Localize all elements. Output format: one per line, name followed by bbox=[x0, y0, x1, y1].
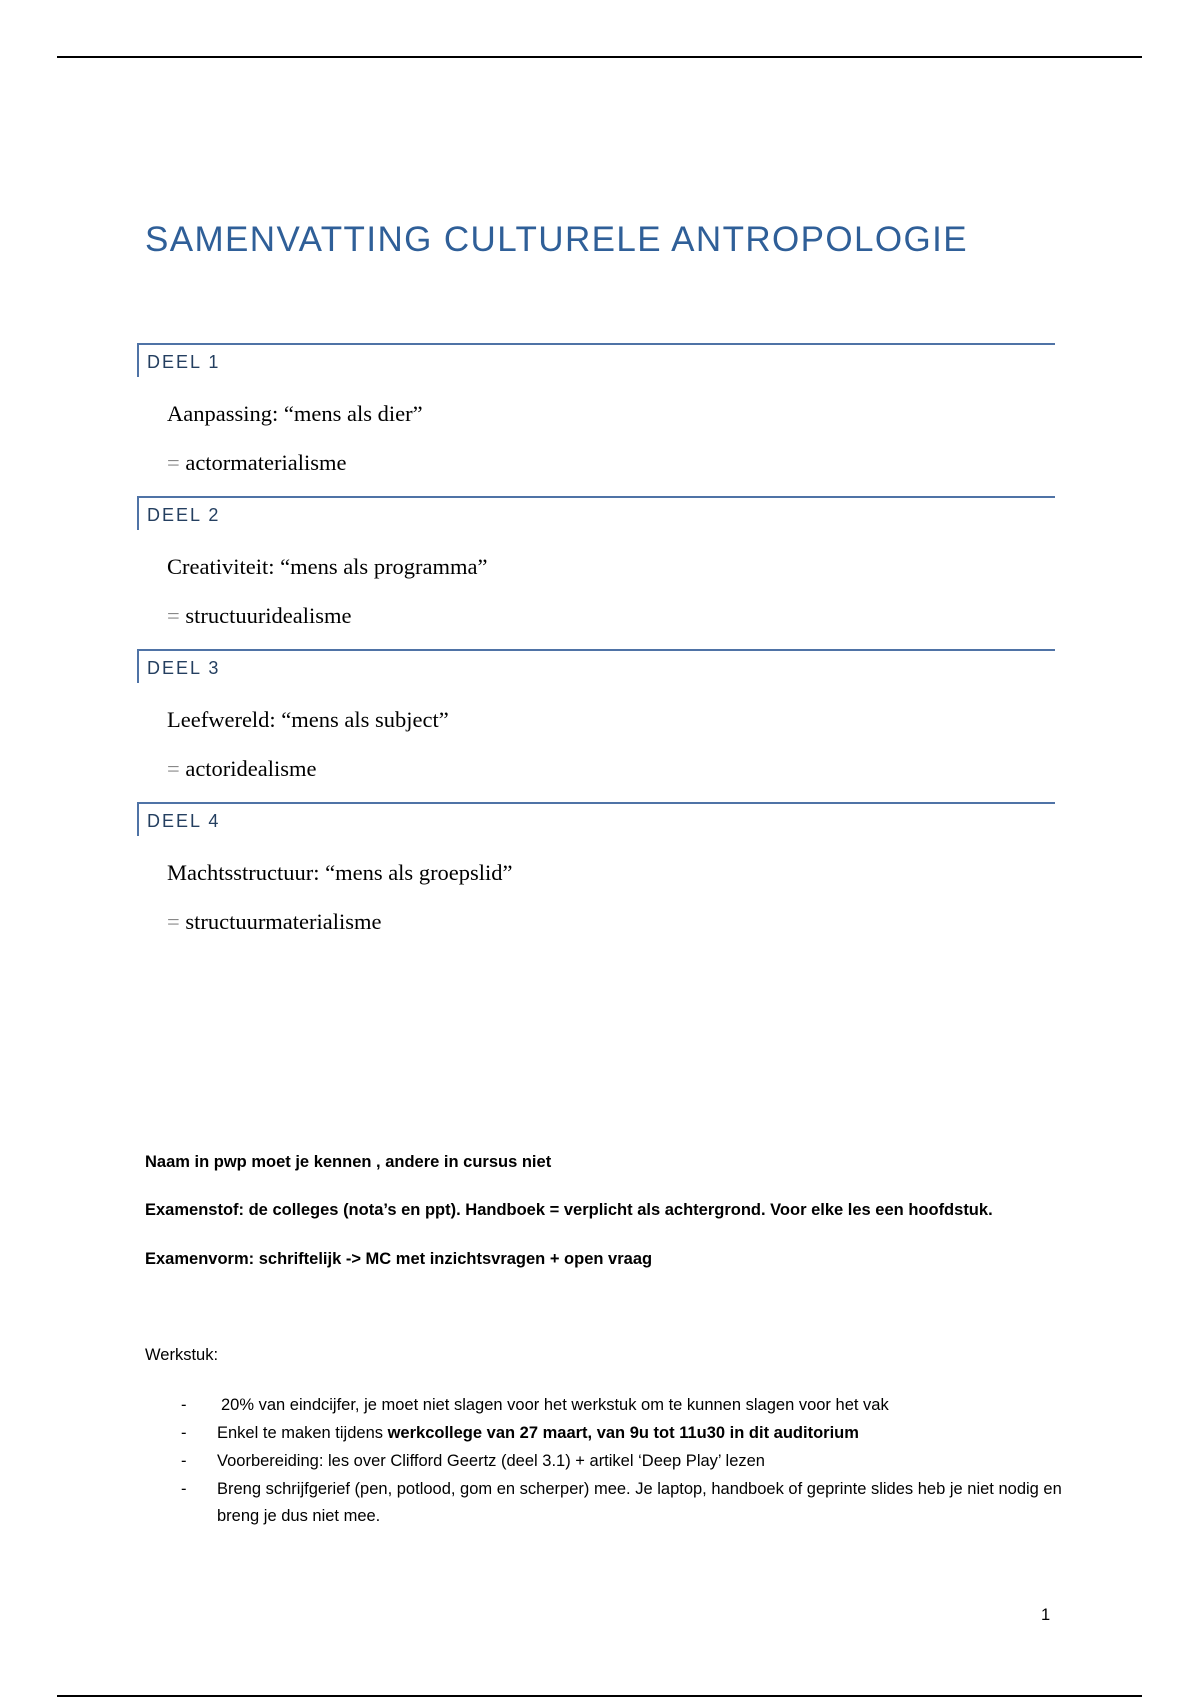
page-number: 1 bbox=[1041, 1606, 1051, 1624]
section-paradigm: structuurmaterialisme bbox=[185, 909, 382, 934]
list-item bbox=[145, 1392, 1075, 1419]
bullet-text: Voorbereiding: les over Clifford Geertz (deel 3.1) + artikel ‘Deep Play’ lezen bbox=[217, 1452, 765, 1470]
section-paradigm-line bbox=[167, 909, 382, 935]
section-heading-deel-2 bbox=[137, 496, 1055, 530]
note-names: Naam in pwp moet je kennen , andere in cursus niet bbox=[145, 1153, 552, 1171]
section-paradigm: actormaterialisme bbox=[185, 450, 347, 475]
bullet-marker: - bbox=[181, 1480, 187, 1498]
section-theme: Leefwereld: “mens als subject” bbox=[167, 707, 449, 732]
equals-sign: = bbox=[167, 450, 180, 475]
document-title: SAMENVATTING CULTURELE ANTROPOLOGIE bbox=[145, 220, 969, 259]
note-exam-form: Examenvorm: schriftelijk -> MC met inzichtsvragen + open vraag bbox=[145, 1250, 653, 1268]
werkstuk-bullet-list bbox=[145, 1392, 1075, 1531]
list-item bbox=[145, 1420, 1075, 1447]
list-item bbox=[145, 1448, 1075, 1475]
section-theme: Creativiteit: “mens als programma” bbox=[167, 554, 488, 579]
bullet-marker: - bbox=[181, 1452, 187, 1470]
section-theme: Aanpassing: “mens als dier” bbox=[167, 401, 423, 426]
bullet-text: 20% van eindcijfer, je moet niet slagen voor het werkstuk om te kunnen slagen voor het vak bbox=[221, 1396, 889, 1414]
werkstuk-label: Werkstuk: bbox=[145, 1346, 219, 1364]
section-paradigm: actoridealisme bbox=[185, 756, 317, 781]
section-paradigm-line bbox=[167, 450, 347, 476]
footer-rule bbox=[57, 1695, 1142, 1697]
section-paradigm-line bbox=[167, 756, 317, 782]
header-rule bbox=[57, 56, 1142, 58]
bullet-text: Enkel te maken tijdens bbox=[217, 1424, 388, 1442]
equals-sign: = bbox=[167, 603, 180, 628]
bullet-marker: - bbox=[181, 1396, 187, 1414]
section-theme: Machtsstructuur: “mens als groepslid” bbox=[167, 860, 513, 885]
section-heading-label: DEEL 3 bbox=[147, 658, 221, 678]
section-paradigm: structuuridealisme bbox=[185, 603, 352, 628]
list-item bbox=[145, 1476, 1075, 1530]
section-heading-deel-1 bbox=[137, 343, 1055, 377]
section-heading-deel-4 bbox=[137, 802, 1055, 836]
section-heading-label: DEEL 1 bbox=[147, 352, 221, 372]
equals-sign: = bbox=[167, 756, 180, 781]
bullet-text-bold: werkcollege van 27 maart, van 9u tot 11u30 in dit auditorium bbox=[387, 1424, 859, 1442]
bullet-marker: - bbox=[181, 1424, 187, 1442]
bullet-text: Breng schrijfgerief (pen, potlood, gom en scherper) mee. Je laptop, handboek of geprinte slides heb je niet nodig en breng je dus niet mee. bbox=[217, 1480, 1062, 1525]
section-paradigm-line bbox=[167, 603, 352, 629]
equals-sign: = bbox=[167, 909, 180, 934]
note-exam-material: Examenstof: de colleges (nota’s en ppt). Handboek = verplicht als achtergrond. Voor elke les een hoofdstuk. bbox=[145, 1201, 993, 1219]
section-heading-label: DEEL 4 bbox=[147, 811, 221, 831]
section-heading-label: DEEL 2 bbox=[147, 505, 221, 525]
section-heading-deel-3 bbox=[137, 649, 1055, 683]
